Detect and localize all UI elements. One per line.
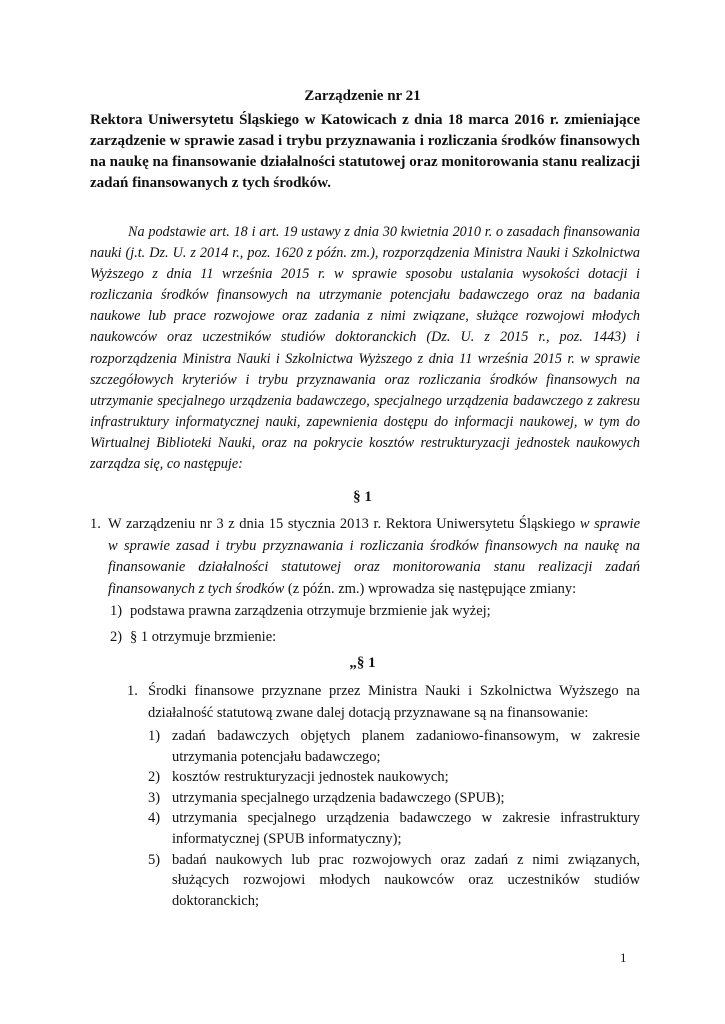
list-item [148, 850, 640, 912]
subpoint-2 [110, 627, 640, 648]
list-item-text: utrzymania specjalnego urządzenia badawczego (SPUB); [172, 789, 505, 806]
subpoint-1-text: podstawa prawna zarządzenia otrzymuje brzmienie jak wyżej; [130, 603, 491, 619]
document-title: Zarządzenie nr 21 [304, 88, 421, 104]
point-1-text-intro: W zarządzeniu nr 3 z dnia 15 stycznia 2013 r. Rektora Uniwersytetu Śląskiego [108, 516, 576, 532]
list-item-text: badań naukowych lub prac rozwojowych oraz zadań z nimi związanych, służących rozwojowi młodych naukowców oraz uczestników studiów doktoranckich; [172, 851, 640, 909]
list-item-text: zadań badawczych objętych planem zadaniowo-finansowym, w zakresie utrzymania potencjału badawczego; [172, 728, 640, 765]
subpoint-1-number: 1) [110, 603, 123, 619]
list-item-number: 5) [148, 851, 161, 868]
quoted-point-1-number: 1. [127, 683, 138, 699]
list-item-text: kosztów restrukturyzacji jednostek naukowych; [172, 769, 449, 786]
list-item-number: 1) [148, 728, 161, 744]
list-item [148, 808, 640, 849]
document-subtitle: Rektora Uniwersytetu Śląskiego w Katowicach z dnia 18 marca 2016 r. zmieniające zarządzenie w sprawie zasad i trybu przyznawania i rozliczania środków finansowych na naukę na finansowanie działalności statutowej oraz monitorowania stanu realizacji zadań finansowanych z tych środków. [90, 112, 640, 191]
list-item-number: 3) [148, 789, 161, 806]
quoted-point-1-text: Środki finansowe przyznane przez Ministra Nauki i Szkolnictwa Wyższego na działalność statutową zwane dalej dotacją przyznawane są na finansowanie: [148, 683, 640, 721]
point-1 [90, 514, 640, 600]
quoted-section-heading: „§ 1 [349, 655, 376, 671]
legal-basis-preamble: Na podstawie art. 18 i art. 19 ustawy z dnia 30 kwietnia 2010 r. o zasadach finansowania nauki (j.t. Dz. U. z 2014 r., poz. 1620 z późn. zm.), rozporządzenia Ministra Nauki i Szkolnictwa Wyższego z dnia 11 września 2015 r. w sprawie sposobu ustalania wysokości dotacji i rozliczania środków finansowych na utrzymanie potencjału badawczego oraz na badania naukowe lub prace rozwojowe oraz zadania z nimi związane, służące rozwojowi młodych naukowców oraz uczestników studiów doktoranckich (Dz. U. z 2015 r., poz. 1443) i rozporządzenia Ministra Nauki i Szkolnictwa Wyższego z dnia 11 września 2015 r. w sprawie szczegółowych kryteriów i trybu przyznawania oraz rozliczania środków finansowych na utrzymanie specjalnego urządzenia badawczego, specjalnego urządzenia badawczego z zakresu infrastruktury informatycznej nauki, zapewnienia dostępu do informacji naukowej, w tym do Wirtualnej Biblioteki Nauki, oraz na pokrycie kosztów restrukturyzacji jednostek naukowych zarządza się, co następuje: [90, 224, 640, 473]
page-number: 1 [620, 950, 627, 965]
point-1-number: 1. [90, 516, 101, 532]
quoted-point-1 [127, 681, 640, 724]
funding-list [148, 726, 640, 911]
subpoint-2-text: § 1 otrzymuje brzmienie: [130, 629, 277, 645]
point-1-text-title: w sprawie w sprawie zasad i trybu przyznawania i rozliczania środków finansowych na naukę na finansowanie działalności statutowej oraz monitorowania stanu realizacji zadań finansowanych z tych środków [108, 516, 641, 597]
point-1-text-tail: (z późn. zm.) wprowadza się następujące zmiany: [287, 580, 577, 597]
list-item [148, 767, 640, 788]
list-item-text: utrzymania specjalnego urządzenia badawczego w zakresie infrastruktury informatycznej (SPUB informatyczny); [172, 810, 640, 847]
list-item-number: 2) [148, 769, 161, 786]
section-heading-1: § 1 [353, 489, 372, 505]
list-item [148, 726, 640, 767]
subpoint-2-number: 2) [110, 629, 123, 645]
subpoint-1 [110, 601, 640, 622]
list-item [148, 788, 640, 809]
point-1-text [108, 514, 640, 600]
list-item-number: 4) [148, 810, 161, 827]
